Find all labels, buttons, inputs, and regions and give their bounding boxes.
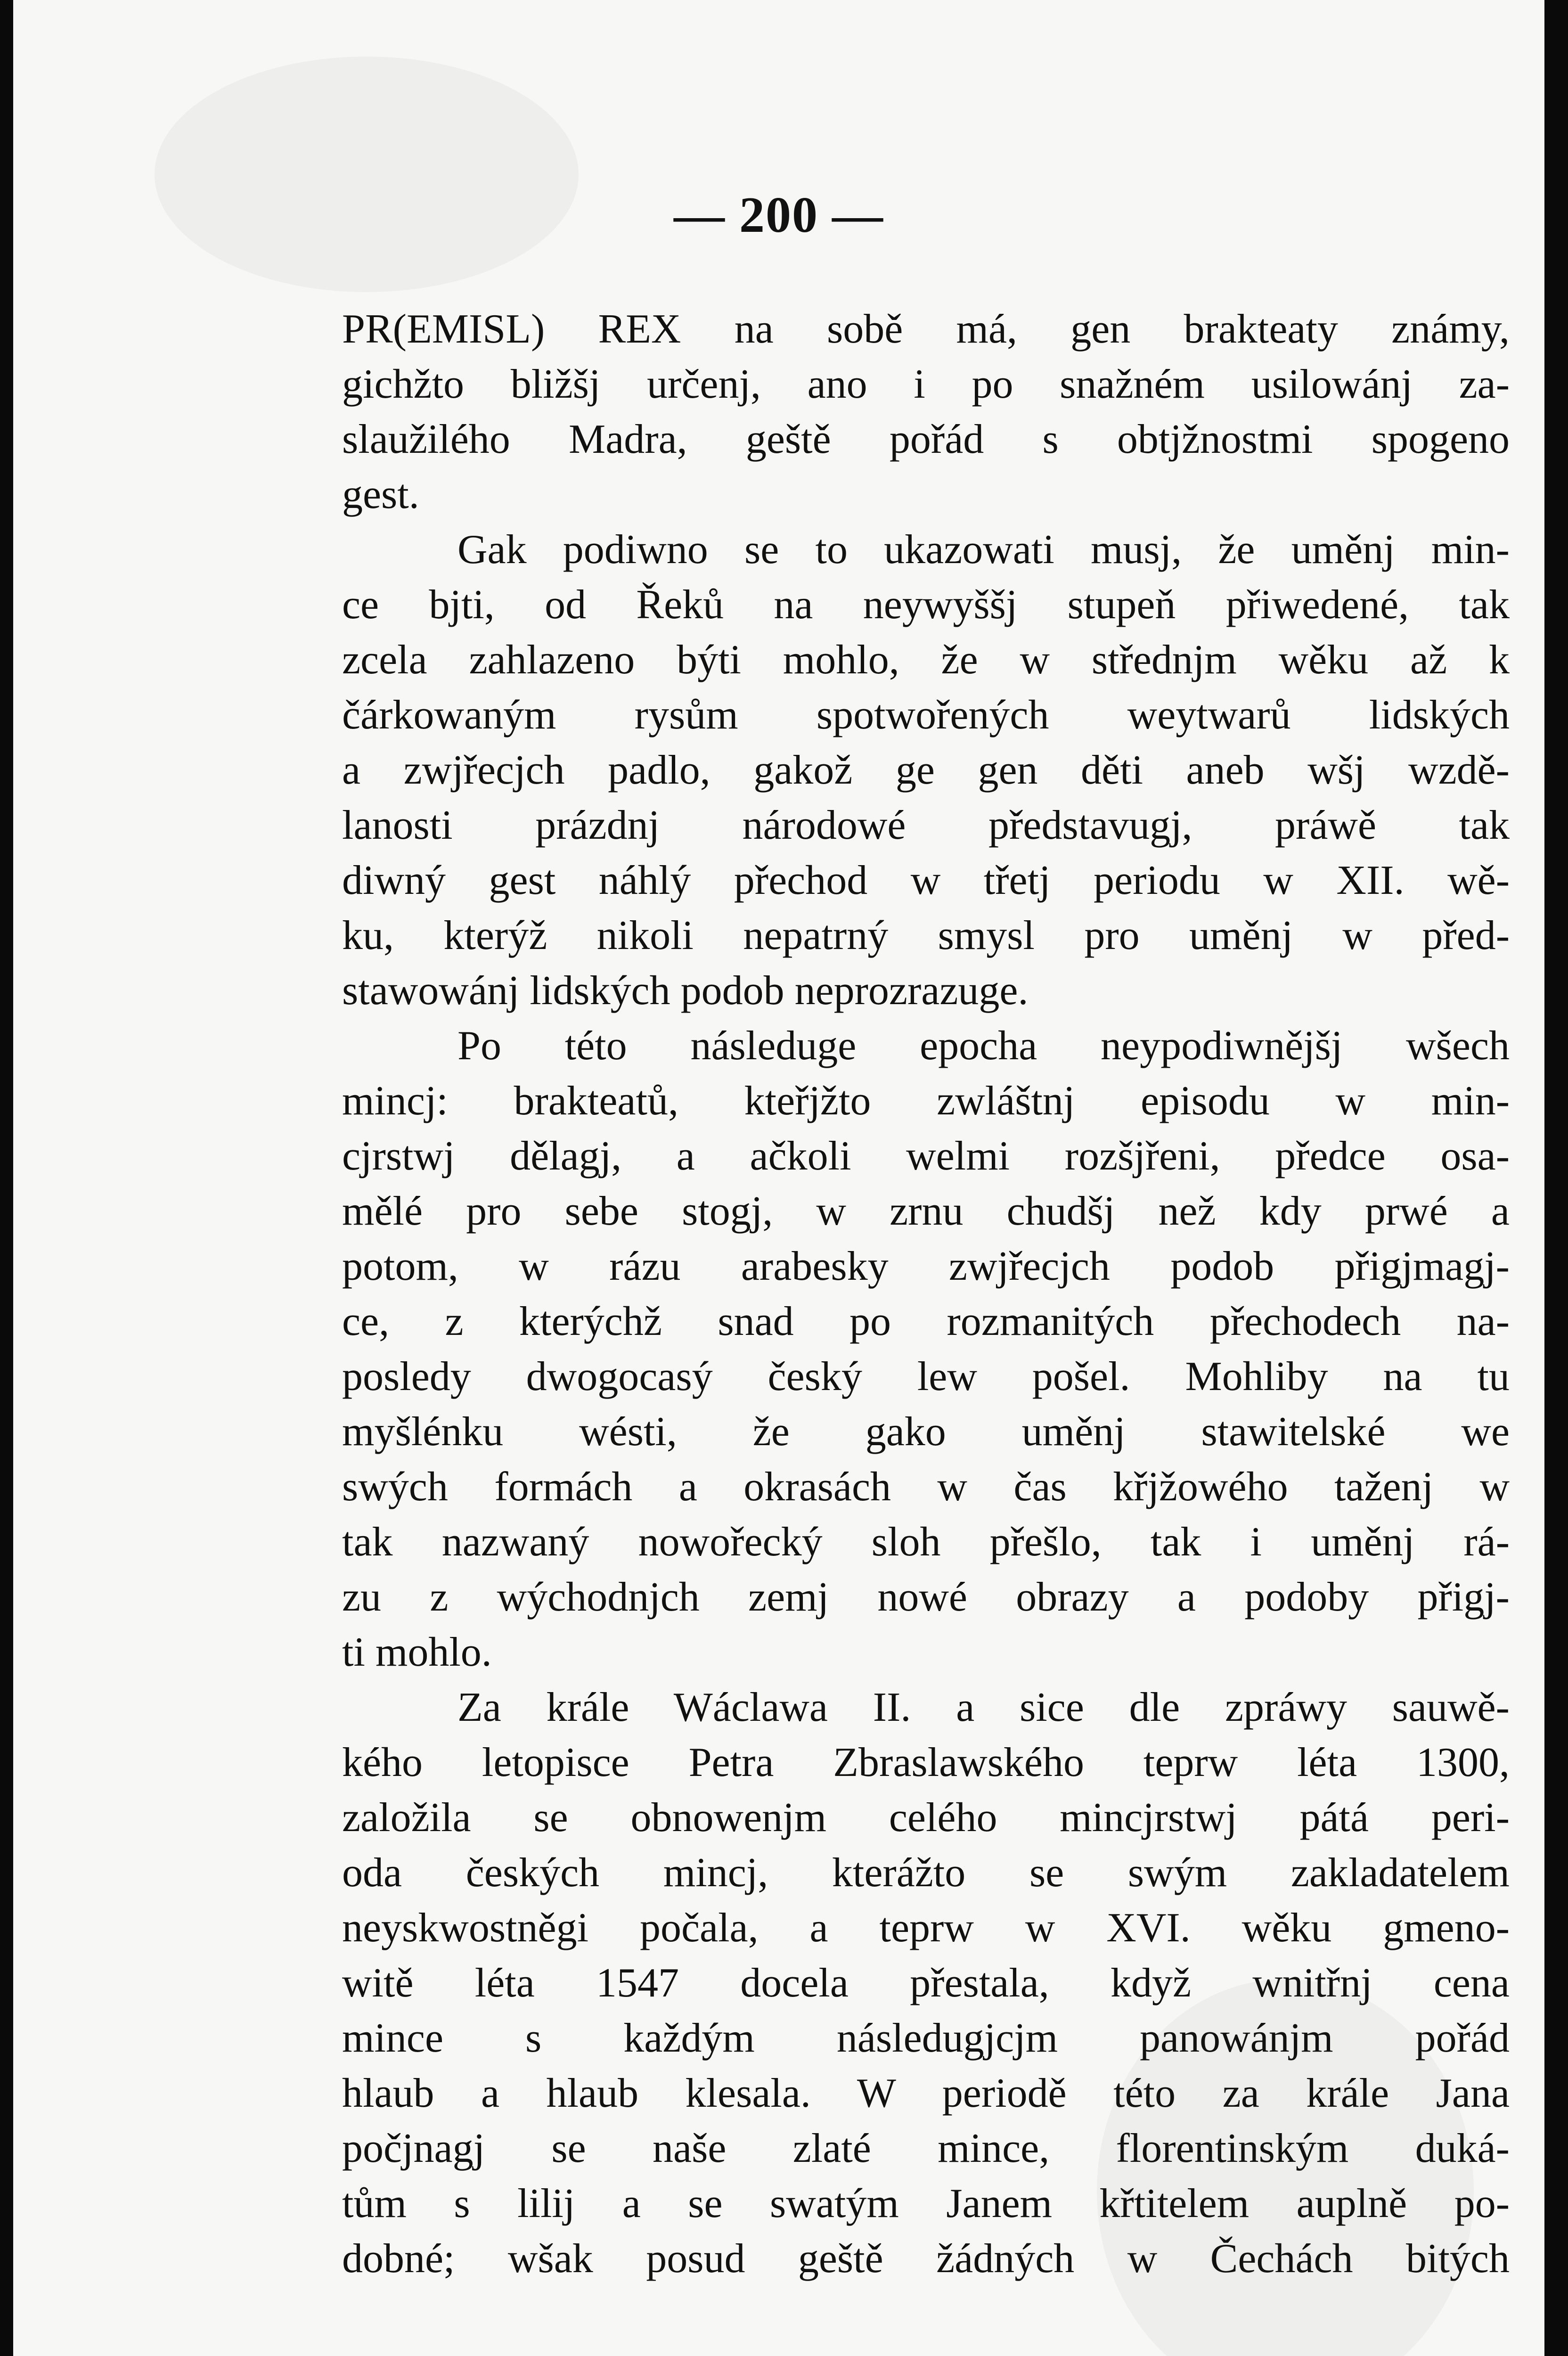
text-line: oda českých mincj, kterážto se swým zakladatelem [342,1850,1510,1896]
text-line: dobné; wšak posud geště žádných w Čechách bitých [342,2236,1510,2282]
text-line: witě léta 1547 docela přestala, když wnitřnj cena [342,1960,1510,2006]
text-line: zcela zahlazeno býti mohlo, že w střednjm wěku až k [342,637,1510,683]
text-line: zu z wýchodnjch zemj nowé obrazy a podoby přigj- [342,1574,1510,1620]
text-line: potom, w rázu arabesky zwjřecjch podob přigjmagj- [342,1243,1510,1289]
text-line: ku, kterýž nikoli nepatrný smysl pro uměnj w před- [342,913,1510,958]
body-text [342,302,1510,2286]
text-line: ti mohlo. [342,1629,492,1675]
text-line: posledy dwogocasý český lew pošel. Mohliby na tu [342,1354,1510,1399]
text-line: tak nazwaný nowořecký sloh přešlo, tak i uměnj rá- [342,1519,1510,1565]
text-line: ce bjti, od Řeků na neywyššj stupeň přiwedené, tak [342,582,1510,628]
text-line: gest. [342,472,419,517]
text-line: swých formách a okrasách w čas křjžowého taženj w [342,1464,1510,1510]
page-number-header: — 200 — [674,187,884,243]
text-line: hlaub a hlaub klesala. W periodě této za krále Jana [342,2070,1510,2116]
text-line: myšlénku wésti, že gako uměnj stawitelské we [342,1409,1510,1455]
text-line: PR(EMISL) REX na sobě má, gen brakteaty známy, [342,306,1510,352]
text-line: mincj: brakteatů, kteřjžto zwláštnj episodu w min- [342,1078,1510,1124]
text-line: lanosti prázdnj národowé představugj, práwě tak [342,802,1510,848]
text-line: mělé pro sebe stogj, w zrnu chudšj než kdy prwé a [342,1188,1510,1234]
text-line: cjrstwj dělagj, a ačkoli welmi rozšjřeni, předce osa- [342,1133,1510,1179]
text-line: slaužilého Madra, geště pořád s obtjžnostmi spogeno [342,417,1510,462]
text-line: Po této následuge epocha neypodiwnějšj wšech [457,1023,1510,1069]
text-line: kého letopisce Petra Zbraslawského teprw léta 1300, [342,1740,1510,1785]
text-line: gichžto bližšj určenj, ano i po snažném usilowánj za- [342,361,1510,407]
text-line: mince s každým následugjcjm panowánjm pořád [342,2015,1510,2061]
text-line: tům s lilij a se swatým Janem křtitelem auplně po- [342,2181,1510,2226]
text-line: ce, z kterýchž snad po rozmanitých přechodech na- [342,1299,1510,1344]
paper-stain [155,57,579,292]
text-line: Za krále Wáclawa II. a sice dle zpráwy sauwě- [457,1685,1510,1730]
text-line: stawowánj lidských podob neprozrazuge. [342,968,1029,1014]
text-line: a zwjřecjch padlo, gakož ge gen děti aneb wšj wzdě- [342,747,1510,793]
text-line: neyskwostněgi počala, a teprw w XVI. wěku gmeno- [342,1905,1510,1951]
text-line: Gak podiwno se to ukazowati musj, že uměnj min- [457,527,1510,573]
text-line: čárkowaným rysům spotwořených weytwarů lidských [342,692,1510,738]
text-line: diwný gest náhlý přechod w třetj periodu w XII. wě- [342,858,1510,903]
text-line: počjnagj se naše zlaté mince, florentinským duká- [342,2126,1510,2171]
text-line: založila se obnowenjm celého mincjrstwj pátá peri- [342,1795,1510,1841]
